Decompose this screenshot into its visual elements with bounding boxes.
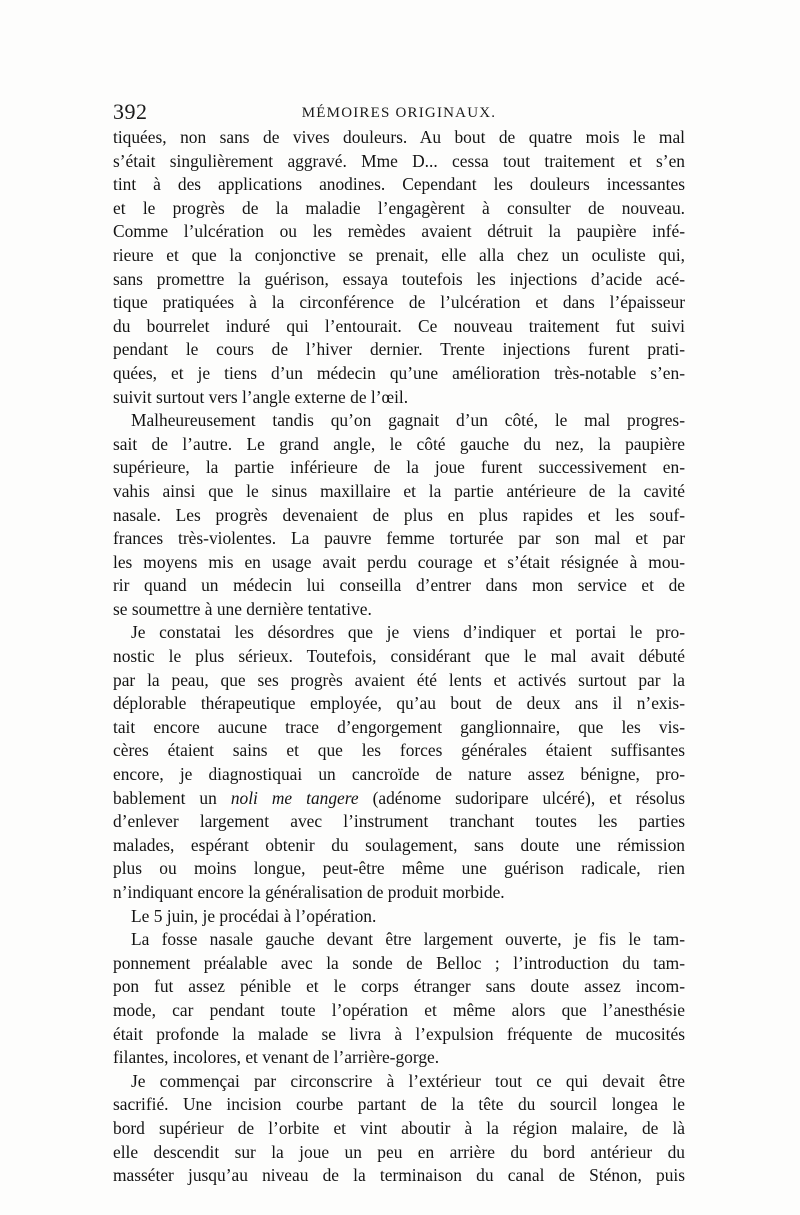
text-line: et le progrès de la maladie l’engagèrent à consulter de nouveau.: [113, 197, 685, 218]
running-head: [113, 99, 685, 129]
text-line: d’enlever largement avec l’instrument tranchant toutes les parties: [113, 811, 685, 832]
text-line-with-italic: bablement un noli me tangere (adénome sudoripare ulcéré), et résolus: [113, 787, 685, 808]
text-line: pendant le cours de l’hiver dernier. Trente injections furent prati-: [113, 339, 685, 360]
text-line: se soumettre à une dernière tentative.: [113, 598, 372, 619]
paragraph: [113, 621, 685, 904]
running-head-title: MÉMOIRES ORIGINAUX.: [301, 105, 497, 121]
page-number: 392: [113, 99, 148, 124]
text-line: Je constatai les désordres que je viens d’indiquer et portai le pro-: [131, 622, 685, 643]
text-line: bord supérieur de l’orbite et vint aboutir à la région malaire, de là: [113, 1117, 685, 1138]
text-line: elle descendit sur la joue un peu en arrière du bord antérieur du: [113, 1141, 685, 1162]
body-text: [113, 126, 685, 1188]
text-line: du bourrelet induré qui l’entourait. Ce nouveau traitement fut suivi: [113, 315, 685, 336]
text-line: encore, je diagnostiquai un cancroïde de nature assez bénigne, pro-: [113, 764, 685, 785]
text-line: frances très-violentes. La pauvre femme torturée par son mal et par: [113, 528, 685, 549]
text-line: par la peau, que ses progrès avaient été lents et activés surtout par la: [113, 669, 685, 690]
paragraph: [113, 905, 685, 929]
paragraph: [113, 928, 685, 1070]
text-line: tique pratiquées à la circonférence de l’ulcération et dans l’épaisseur: [113, 292, 685, 313]
text-line: Le 5 juin, je procédai à l’opération.: [131, 905, 377, 926]
text-line: cères étaient sains et que les forces générales étaient suffisantes: [113, 740, 685, 761]
text-line: supérieure, la partie inférieure de la joue furent successivement en-: [113, 457, 685, 478]
text-line: masséter jusqu’au niveau de la terminaison du canal de Sténon, puis: [113, 1165, 685, 1186]
text-line: Comme l’ulcération ou les remèdes avaient détruit la paupière infé-: [113, 221, 685, 242]
text-line: malades, espérant obtenir du soulagement, sans doute une rémission: [113, 834, 685, 855]
text-line: tait encore aucune trace d’engorgement ganglionnaire, que les vis-: [113, 716, 685, 737]
text-line: vahis ainsi que le sinus maxillaire et la partie antérieure de la cavité: [113, 480, 685, 501]
text-line: n’indiquant encore la généralisation de produit morbide.: [113, 882, 505, 902]
text-line: tint à des applications anodines. Cependant les douleurs incessantes: [113, 174, 685, 195]
text-line: les moyens mis en usage avait perdu courage et s’était résignée à mou-: [113, 551, 685, 572]
text-line: filantes, incolores, et venant de l’arrière-gorge.: [113, 1047, 440, 1068]
text-line: nasale. Les progrès devenaient de plus en plus rapides et les souf-: [113, 504, 685, 525]
paragraph: [113, 1070, 685, 1188]
paragraph: [113, 409, 685, 621]
text-line: mode, car pendant toute l’opération et même alors que l’anesthésie: [113, 999, 685, 1020]
text-line: ponnement préalable avec la sonde de Belloc ; l’introduction du tam-: [113, 952, 685, 973]
text-line: était profonde la malade se livra à l’expulsion fréquente de mucosités: [113, 1023, 685, 1044]
text-line: suivit surtout vers l’angle externe de l’œil.: [113, 386, 409, 407]
text-line: plus ou moins longue, peut-être même une guérison radicale, rien: [113, 858, 685, 879]
text-line: tiquées, non sans de vives douleurs. Au bout de quatre mois le mal: [113, 127, 685, 147]
text-line: Malheureusement tandis qu’on gagnait d’un côté, le mal progres-: [131, 410, 685, 431]
text-line: sait de l’autre. Le grand angle, le côté gauche du nez, la paupière: [113, 433, 685, 454]
paragraph: [113, 126, 685, 409]
text-line: sans promettre la guérison, essaya toutefois les injections d’acide acé-: [113, 268, 685, 289]
text-line: s’était singulièrement aggravé. Mme D... cessa tout traitement et s’en: [113, 150, 685, 171]
latin-term: noli me tangere: [230, 787, 359, 808]
text-line: quées, et je tiens d’un médecin qu’une amélioration très-notable s’en-: [113, 362, 685, 383]
text-line: nostic le plus sérieux. Toutefois, considérant que le mal avait débuté: [113, 646, 685, 667]
text-line: sacrifié. Une incision courbe partant de la tête du sourcil longea le: [113, 1094, 685, 1115]
text-line: Je commençai par circonscrire à l’extérieur tout ce qui devait être: [131, 1070, 685, 1091]
text-line: rieure et que la conjonctive se prenait, elle alla chez un oculiste qui,: [113, 244, 685, 265]
text-line: rir quand un médecin lui conseilla d’entrer dans mon service et de: [113, 575, 685, 596]
text-line: pon fut assez pénible et le corps étranger sans doute assez incom-: [113, 976, 685, 997]
text-line: déplorable thérapeutique employée, qu’au bout de deux ans il n’exis-: [113, 693, 685, 714]
text-line: La fosse nasale gauche devant être largement ouverte, je fis le tam-: [131, 929, 685, 950]
